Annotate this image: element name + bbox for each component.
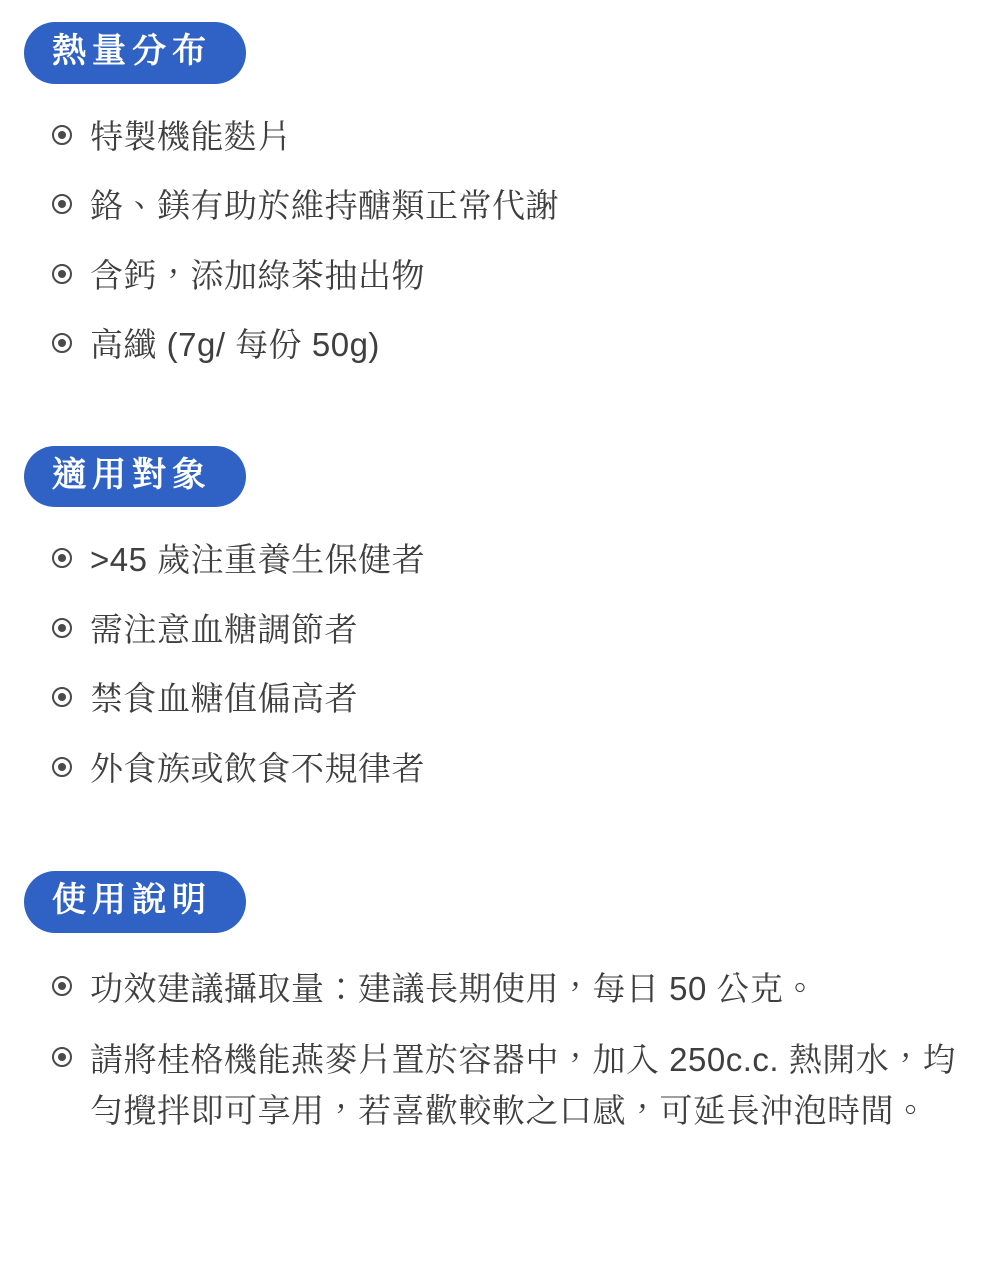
bullet-dot-icon [52,194,72,214]
bullet-list-usage-instructions [0,943,1000,1136]
bullet-dot-icon [52,333,72,353]
list-item-label: 禁食血糖值偏高者 [90,680,358,718]
bullet-list-calorie-distribution [0,94,1000,370]
list-item-label: 特製機能麩片 [90,117,291,155]
bullet-dot-icon [52,548,72,568]
section-header-target-audience [24,446,1000,508]
bullet-dot-icon [52,687,72,707]
list-item [0,963,1000,1014]
section-title-badge: 適用對象 [24,446,246,508]
section-calorie-distribution [0,0,1000,370]
list-item-label: 外食族或飲食不規律者 [90,749,425,787]
bullet-dot-icon [52,618,72,638]
list-item-label: >45 歲注重養生保健者 [90,541,426,579]
list-item-label: 需注意血糖調節者 [90,610,358,648]
bullet-dot-icon [52,125,72,145]
section-title-badge: 使用說明 [24,871,246,933]
list-item [0,320,1000,370]
section-header-calorie-distribution [24,22,1000,84]
list-item [0,744,1000,794]
list-item [0,112,1000,162]
bullet-dot-icon [52,1047,72,1067]
list-item [0,1034,1000,1136]
list-item [0,674,1000,724]
bullet-list-target-audience [0,517,1000,793]
bullet-dot-icon [52,264,72,284]
list-item-label: 功效建議攝取量：建議長期使用，每日 50 公克。 [90,970,818,1008]
list-item-label: 鉻、鎂有助於維持醣類正常代謝 [90,187,559,225]
section-target-audience [0,390,1000,794]
list-item-label: 含鈣，添加綠茶抽出物 [90,256,425,294]
list-item [0,181,1000,231]
list-item-label: 請將桂格機能燕麥片置於容器中，加入 250c.c. 熱開水，均勻攪拌即可享用，若喜歡較軟之口感，可延長沖泡時間。 [90,1041,957,1130]
list-item [0,605,1000,655]
bullet-dot-icon [52,757,72,777]
list-item-label: 高纖 (7g/ 每份 50g) [90,326,380,364]
list-item [0,251,1000,301]
list-item [0,535,1000,585]
section-header-usage-instructions [24,871,1000,933]
bullet-dot-icon [52,976,72,996]
section-usage-instructions [0,813,1000,1136]
section-title-badge: 熱量分布 [24,22,246,84]
